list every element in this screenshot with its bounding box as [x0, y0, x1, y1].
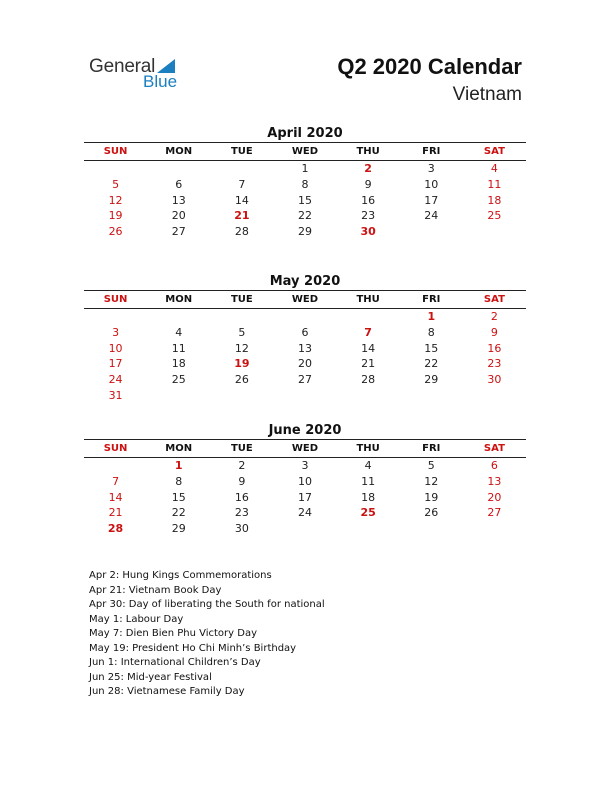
day-cell: 24 — [424, 209, 439, 223]
month-title: April 2020 — [267, 126, 343, 141]
day-cell: 4 — [490, 162, 498, 175]
day-cell: 10 — [297, 474, 312, 488]
weekday-header-wed: WED — [291, 294, 319, 305]
empty-day-cell — [400, 224, 463, 240]
day-cell: 13 — [171, 193, 186, 207]
day-cell: 18 — [171, 357, 186, 371]
day-cell: 8 — [427, 325, 435, 339]
day-cell: 7 — [112, 474, 120, 488]
day-cell: 12 — [424, 474, 439, 488]
empty-day-cell — [210, 309, 273, 325]
month-block-may — [84, 273, 526, 404]
week-row — [84, 161, 526, 177]
day-cell: 30 — [360, 225, 376, 239]
empty-day-cell — [273, 388, 336, 404]
logo-triangle-icon — [157, 59, 175, 73]
month-block-june — [84, 422, 526, 537]
day-cell: 30 — [487, 373, 502, 387]
day-cell: 23 — [234, 506, 249, 520]
weekday-header-mon: MON — [165, 294, 193, 305]
day-cell: 3 — [427, 162, 435, 175]
day-cell: 29 — [297, 225, 312, 239]
day-cell: 26 — [108, 225, 123, 239]
day-cell: 15 — [424, 341, 439, 355]
day-cell: 15 — [297, 193, 312, 207]
day-cell: 1 — [427, 310, 436, 323]
day-cell: 26 — [424, 506, 439, 520]
week-row — [84, 208, 526, 224]
holiday-note: Jun 28: Vietnamese Family Day — [89, 686, 245, 697]
day-cell: 19 — [234, 357, 250, 371]
day-cell: 18 — [361, 490, 376, 504]
day-cell: 22 — [424, 357, 439, 371]
day-cell: 23 — [361, 209, 376, 223]
weekday-header-sun: SUN — [103, 146, 128, 157]
day-cell: 30 — [234, 522, 249, 536]
weekday-header-tue: TUE — [230, 146, 253, 157]
day-cell: 2 — [490, 310, 498, 323]
day-cell: 12 — [108, 193, 123, 207]
day-cell: 28 — [107, 522, 124, 536]
holiday-note: May 7: Dien Bien Phu Victory Day — [89, 628, 257, 639]
country-name: Vietnam — [452, 84, 522, 105]
day-cell: 5 — [238, 325, 246, 339]
day-cell: 27 — [487, 506, 502, 520]
page-title: Q2 2020 Calendar — [337, 54, 522, 79]
weekday-header-sat: SAT — [483, 443, 505, 454]
day-cell: 31 — [108, 388, 123, 402]
day-cell: 25 — [487, 209, 502, 223]
week-row — [84, 505, 526, 521]
weekday-header-fri: FRI — [422, 443, 441, 454]
weekday-header-row — [84, 440, 526, 458]
day-cell: 14 — [108, 490, 123, 504]
week-row — [84, 372, 526, 388]
day-cell: 20 — [487, 490, 502, 504]
holiday-note: Apr 21: Vietnam Book Day — [89, 584, 222, 596]
day-cell: 7 — [364, 325, 372, 339]
empty-day-cell — [84, 309, 147, 325]
empty-day-cell — [400, 388, 463, 404]
day-cell: 6 — [175, 177, 183, 191]
empty-day-cell — [147, 388, 210, 404]
day-cell: 19 — [108, 209, 123, 223]
week-row — [84, 490, 526, 506]
week-row — [84, 224, 526, 240]
day-cell: 4 — [175, 325, 183, 339]
weekday-header-thu: THU — [356, 146, 380, 157]
empty-day-cell — [84, 161, 147, 177]
day-cell: 18 — [487, 193, 502, 207]
day-cell: 24 — [108, 373, 123, 387]
month-block-april — [84, 125, 526, 240]
empty-day-cell — [337, 388, 400, 404]
empty-day-cell — [463, 521, 526, 537]
empty-day-cell — [463, 388, 526, 404]
day-cell: 11 — [361, 474, 376, 488]
weekday-header-wed: WED — [291, 443, 319, 454]
day-cell: 25 — [171, 373, 186, 387]
day-cell: 2 — [364, 162, 372, 175]
empty-day-cell — [337, 521, 400, 537]
day-cell: 25 — [360, 506, 376, 520]
weekday-header-thu: THU — [356, 443, 380, 454]
weekday-header-sun: SUN — [103, 443, 128, 454]
holiday-note: Jun 25: Mid-year Festival — [89, 671, 212, 683]
day-cell: 1 — [174, 459, 183, 472]
day-cell: 5 — [427, 459, 435, 472]
day-cell: 22 — [297, 209, 312, 223]
day-cell: 17 — [424, 193, 439, 207]
day-cell: 29 — [424, 373, 439, 387]
day-cell: 14 — [234, 193, 249, 207]
day-cell: 10 — [424, 177, 439, 191]
day-cell: 16 — [487, 341, 502, 355]
month-title: May 2020 — [269, 274, 341, 289]
day-cell: 16 — [234, 490, 249, 504]
week-row — [84, 458, 526, 474]
day-cell: 19 — [424, 490, 439, 504]
week-row — [84, 177, 526, 193]
empty-day-cell — [400, 521, 463, 537]
day-cell: 9 — [490, 325, 498, 339]
day-cell: 29 — [171, 522, 186, 536]
week-row — [84, 521, 526, 537]
holiday-note: Jun 1: International Children’s Day — [89, 657, 261, 668]
holiday-note: May 1: Labour Day — [89, 613, 184, 625]
day-cell: 8 — [175, 474, 183, 488]
day-cell: 1 — [301, 162, 309, 175]
weekday-header-fri: FRI — [422, 146, 441, 157]
week-row — [84, 309, 526, 325]
day-cell: 11 — [487, 177, 502, 191]
day-cell: 8 — [301, 177, 309, 191]
generalblue-logo — [89, 56, 199, 96]
day-cell: 13 — [487, 474, 502, 488]
logo-text-general: General — [89, 56, 156, 77]
weekday-header-tue: TUE — [230, 294, 253, 305]
day-cell: 3 — [112, 325, 120, 339]
empty-day-cell — [84, 458, 147, 474]
empty-day-cell — [210, 161, 273, 177]
day-cell: 14 — [361, 341, 376, 355]
day-cell: 6 — [490, 459, 498, 472]
empty-day-cell — [147, 161, 210, 177]
weekday-header-mon: MON — [165, 146, 193, 157]
day-cell: 27 — [171, 225, 186, 239]
weekday-header-row — [84, 291, 526, 309]
weekday-header-mon: MON — [165, 443, 193, 454]
day-cell: 22 — [171, 506, 186, 520]
day-cell: 16 — [361, 193, 376, 207]
day-cell: 21 — [234, 209, 250, 223]
weekday-header-sat: SAT — [483, 146, 505, 157]
day-cell: 15 — [171, 490, 186, 504]
holiday-note: May 19: President Ho Chi Minh’s Birthday — [89, 642, 297, 654]
day-cell: 28 — [361, 373, 376, 387]
day-cell: 21 — [108, 506, 123, 520]
empty-day-cell — [463, 224, 526, 240]
day-cell: 17 — [108, 357, 123, 371]
day-cell: 9 — [364, 177, 372, 191]
day-cell: 24 — [297, 506, 312, 520]
weekday-header-wed: WED — [291, 146, 319, 157]
day-cell: 10 — [108, 341, 123, 355]
day-cell: 20 — [171, 209, 186, 223]
empty-day-cell — [337, 309, 400, 325]
day-cell: 20 — [297, 357, 312, 371]
weekday-header-row — [84, 143, 526, 161]
week-row — [84, 325, 526, 341]
day-cell: 28 — [234, 225, 249, 239]
day-cell: 17 — [297, 490, 312, 504]
empty-day-cell — [147, 309, 210, 325]
day-cell: 5 — [112, 177, 120, 191]
week-row — [84, 474, 526, 490]
weekday-header-sat: SAT — [483, 294, 505, 305]
week-row — [84, 341, 526, 357]
weekday-header-tue: TUE — [230, 443, 253, 454]
day-cell: 2 — [238, 459, 246, 472]
day-cell: 12 — [234, 341, 249, 355]
week-row — [84, 193, 526, 209]
day-cell: 4 — [364, 459, 372, 472]
day-cell: 11 — [171, 341, 186, 355]
empty-day-cell — [273, 309, 336, 325]
day-cell: 9 — [238, 474, 246, 488]
week-row — [84, 388, 526, 404]
month-title: June 2020 — [268, 423, 342, 438]
holiday-note: Apr 2: Hung Kings Commemorations — [89, 570, 272, 581]
day-cell: 23 — [487, 357, 502, 371]
week-row — [84, 356, 526, 372]
day-cell: 27 — [297, 373, 312, 387]
day-cell: 26 — [234, 373, 249, 387]
day-cell: 21 — [361, 357, 376, 371]
day-cell: 7 — [238, 177, 246, 191]
day-cell: 6 — [301, 325, 309, 339]
empty-day-cell — [210, 388, 273, 404]
empty-day-cell — [273, 521, 336, 537]
holiday-notes-list — [89, 569, 529, 700]
day-cell: 13 — [297, 341, 312, 355]
weekday-header-fri: FRI — [422, 294, 441, 305]
weekday-header-sun: SUN — [103, 294, 128, 305]
holiday-note: Apr 30: Day of liberating the South for national — [89, 599, 325, 610]
logo-text-blue: Blue — [143, 72, 178, 91]
day-cell: 3 — [301, 459, 309, 472]
weekday-header-thu: THU — [356, 294, 380, 305]
